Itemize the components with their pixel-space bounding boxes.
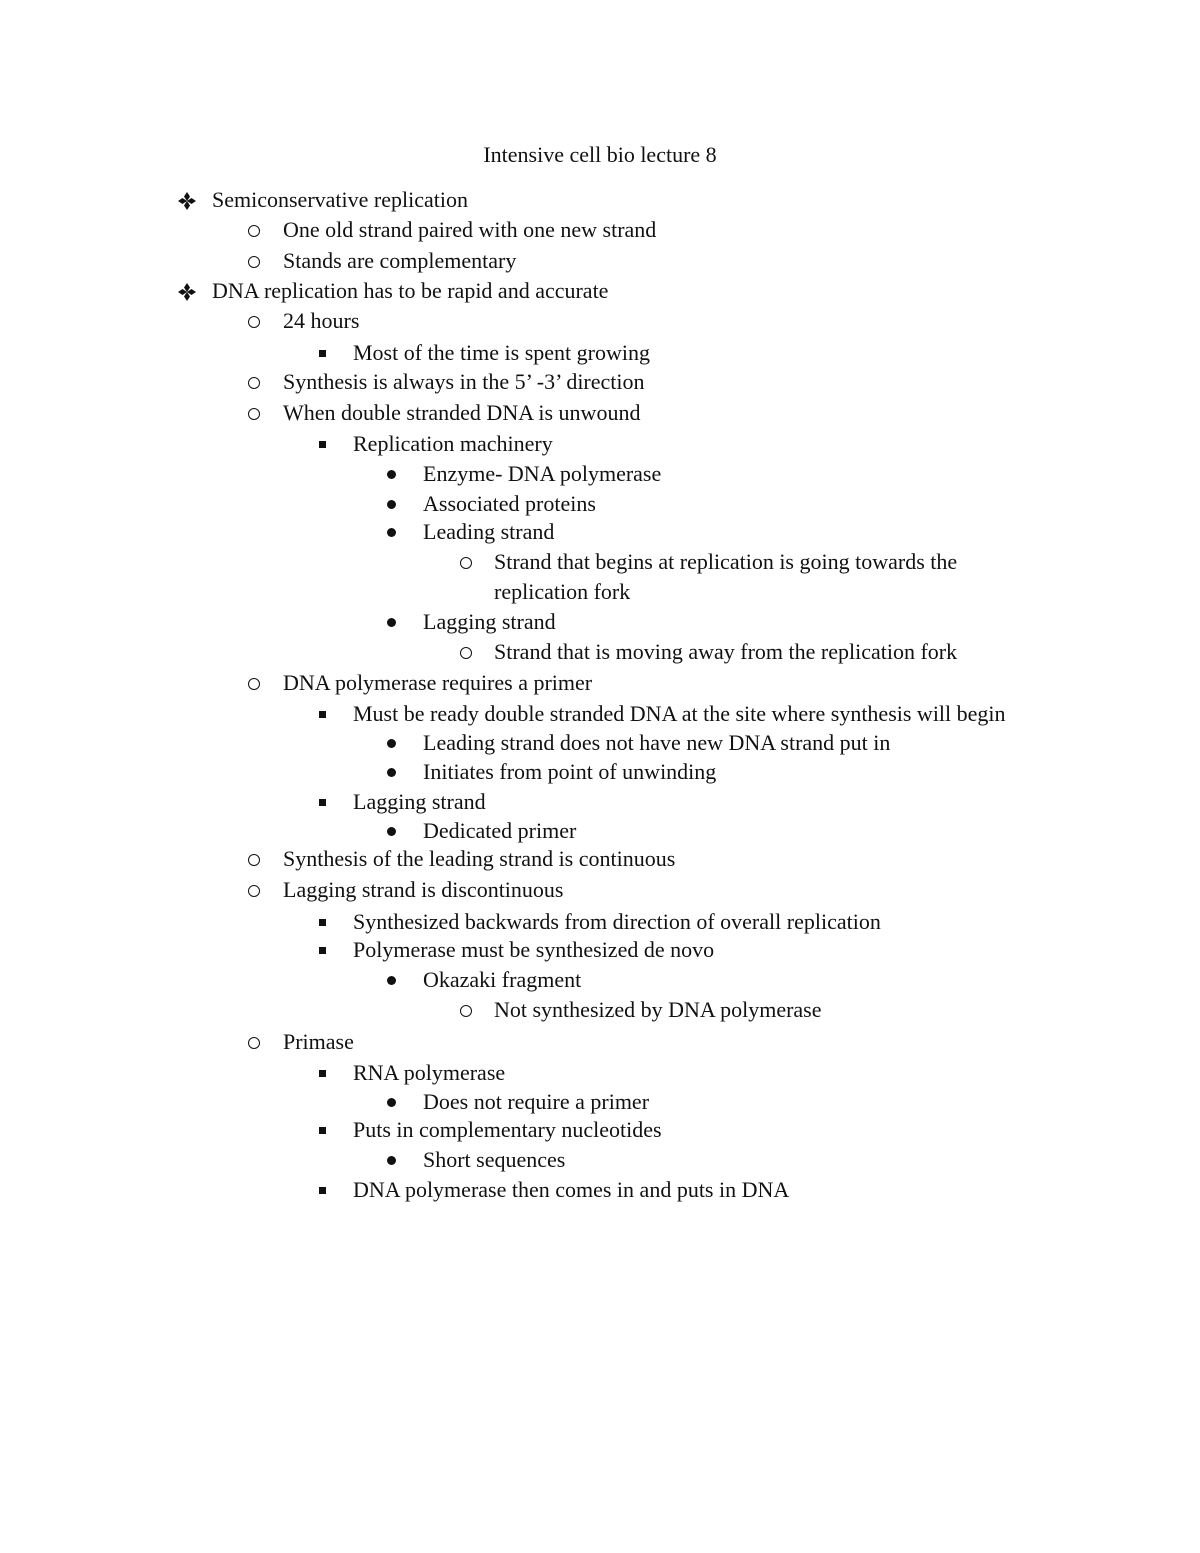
outline-item-text: Synthesis of the leading strand is continuous bbox=[283, 846, 676, 871]
circle-bullet-icon bbox=[248, 377, 260, 389]
outline-item-text: Lagging strand bbox=[353, 789, 486, 814]
square-bullet-icon bbox=[319, 947, 326, 954]
outline-item-text: Enzyme- DNA polymerase bbox=[423, 461, 662, 486]
outline-item-text: Dedicated primer bbox=[423, 818, 577, 843]
outline-item-text: Short sequences bbox=[423, 1147, 566, 1172]
circle-bullet-icon bbox=[248, 885, 260, 897]
outline-item-text: Primase bbox=[283, 1029, 354, 1054]
outline-item bbox=[0, 875, 1200, 905]
outline-item-text: Replication machinery bbox=[353, 431, 553, 456]
circle-bullet-icon bbox=[460, 1005, 472, 1017]
outline-item bbox=[0, 276, 1200, 306]
outline-item-text: Most of the time is spent growing bbox=[353, 340, 650, 365]
outline-item bbox=[0, 1115, 1200, 1145]
square-bullet-icon bbox=[319, 1187, 326, 1194]
outline-item bbox=[0, 547, 1200, 577]
dot-bullet-icon bbox=[387, 618, 396, 627]
outline-item bbox=[0, 215, 1200, 245]
square-bullet-icon bbox=[319, 441, 326, 448]
outline-item-text: Associated proteins bbox=[423, 491, 596, 516]
dot-bullet-icon bbox=[387, 1156, 396, 1165]
outline-item bbox=[0, 728, 1200, 758]
outline-item bbox=[0, 306, 1200, 336]
outline-item-text: Not synthesized by DNA polymerase bbox=[494, 997, 822, 1022]
outline-item bbox=[0, 577, 1200, 607]
square-bullet-icon bbox=[319, 919, 326, 926]
outline-item bbox=[0, 429, 1200, 459]
outline-item-text: replication fork bbox=[494, 579, 631, 604]
dot-bullet-icon bbox=[387, 768, 396, 777]
circle-bullet-icon bbox=[248, 256, 260, 268]
circle-bullet-icon bbox=[248, 408, 260, 420]
dot-bullet-icon bbox=[387, 500, 396, 509]
outline-item-text: Okazaki fragment bbox=[423, 967, 582, 992]
circle-bullet-icon bbox=[248, 316, 260, 328]
outline-item-text: Does not require a primer bbox=[423, 1089, 650, 1114]
dot-bullet-icon bbox=[387, 1098, 396, 1107]
outline-item-text: When double stranded DNA is unwound bbox=[283, 400, 641, 425]
dot-bullet-icon bbox=[387, 976, 396, 985]
outline-item bbox=[0, 338, 1200, 368]
square-bullet-icon bbox=[319, 1127, 326, 1134]
dot-bullet-icon bbox=[387, 528, 396, 537]
outline-item bbox=[0, 965, 1200, 995]
outline-item-text: DNA polymerase then comes in and puts in DNA bbox=[353, 1177, 790, 1202]
outline-item-text: Synthesized backwards from direction of overall replication bbox=[353, 909, 881, 934]
outline-item bbox=[0, 995, 1200, 1025]
outline-item bbox=[0, 1175, 1200, 1205]
circle-bullet-icon bbox=[248, 854, 260, 866]
outline-item-text: Lagging strand bbox=[423, 609, 556, 634]
outline-item-text: 24 hours bbox=[283, 308, 360, 333]
outline-item bbox=[0, 185, 1200, 215]
outline-item-text: Strand that begins at replication is going towards the bbox=[494, 549, 958, 574]
outline-item bbox=[0, 517, 1200, 547]
outline-item bbox=[0, 816, 1200, 846]
outline-item bbox=[0, 787, 1200, 817]
outline-item-text: Lagging strand is discontinuous bbox=[283, 877, 564, 902]
outline-item-text: DNA replication has to be rapid and accurate bbox=[212, 278, 609, 303]
outline-item-text: Stands are complementary bbox=[283, 248, 517, 273]
outline-item-text: Polymerase must be synthesized de novo bbox=[353, 937, 715, 962]
document-title: Intensive cell bio lecture 8 bbox=[483, 142, 717, 167]
outline-item bbox=[0, 1027, 1200, 1057]
outline-item-text: Must be ready double stranded DNA at the site where synthesis will begin bbox=[353, 701, 1006, 726]
square-bullet-icon bbox=[319, 799, 326, 806]
circle-bullet-icon bbox=[460, 647, 472, 659]
outline-item-text: One old strand paired with one new strand bbox=[283, 217, 657, 242]
outline-item bbox=[0, 1087, 1200, 1117]
circle-bullet-icon bbox=[248, 678, 260, 690]
outline-item-text: DNA polymerase requires a primer bbox=[283, 670, 593, 695]
outline-item-text: Puts in complementary nucleotides bbox=[353, 1117, 662, 1142]
outline-item bbox=[0, 844, 1200, 874]
square-bullet-icon bbox=[319, 350, 326, 357]
outline-item bbox=[0, 1058, 1200, 1088]
square-bullet-icon bbox=[319, 1070, 326, 1077]
outline-item bbox=[0, 668, 1200, 698]
outline-item-text: Initiates from point of unwinding bbox=[423, 759, 717, 784]
outline-item bbox=[0, 699, 1200, 729]
outline-item bbox=[0, 246, 1200, 276]
dot-bullet-icon bbox=[387, 827, 396, 836]
outline-item bbox=[0, 459, 1200, 489]
outline-item bbox=[0, 637, 1200, 667]
outline-item bbox=[0, 935, 1200, 965]
outline-item bbox=[0, 1145, 1200, 1175]
outline-item bbox=[0, 489, 1200, 519]
circle-bullet-icon bbox=[248, 225, 260, 237]
square-bullet-icon bbox=[319, 711, 326, 718]
outline-item bbox=[0, 398, 1200, 428]
dot-bullet-icon bbox=[387, 739, 396, 748]
outline-item-text: Strand that is moving away from the replication fork bbox=[494, 639, 958, 664]
outline-item bbox=[0, 757, 1200, 787]
diamond-bullet-icon bbox=[178, 185, 200, 215]
outline-item-text: Leading strand does not have new DNA strand put in bbox=[423, 730, 891, 755]
circle-bullet-icon bbox=[248, 1037, 260, 1049]
outline-item bbox=[0, 367, 1200, 397]
outline-item bbox=[0, 907, 1200, 937]
outline-item-text: RNA polymerase bbox=[353, 1060, 506, 1085]
outline-item-text: Leading strand bbox=[423, 519, 555, 544]
outline-item-text: Semiconservative replication bbox=[212, 187, 468, 212]
diamond-bullet-icon bbox=[178, 276, 200, 306]
outline-item-text: Synthesis is always in the 5’ -3’ direction bbox=[283, 369, 645, 394]
dot-bullet-icon bbox=[387, 470, 396, 479]
circle-bullet-icon bbox=[460, 557, 472, 569]
outline-item bbox=[0, 607, 1200, 637]
